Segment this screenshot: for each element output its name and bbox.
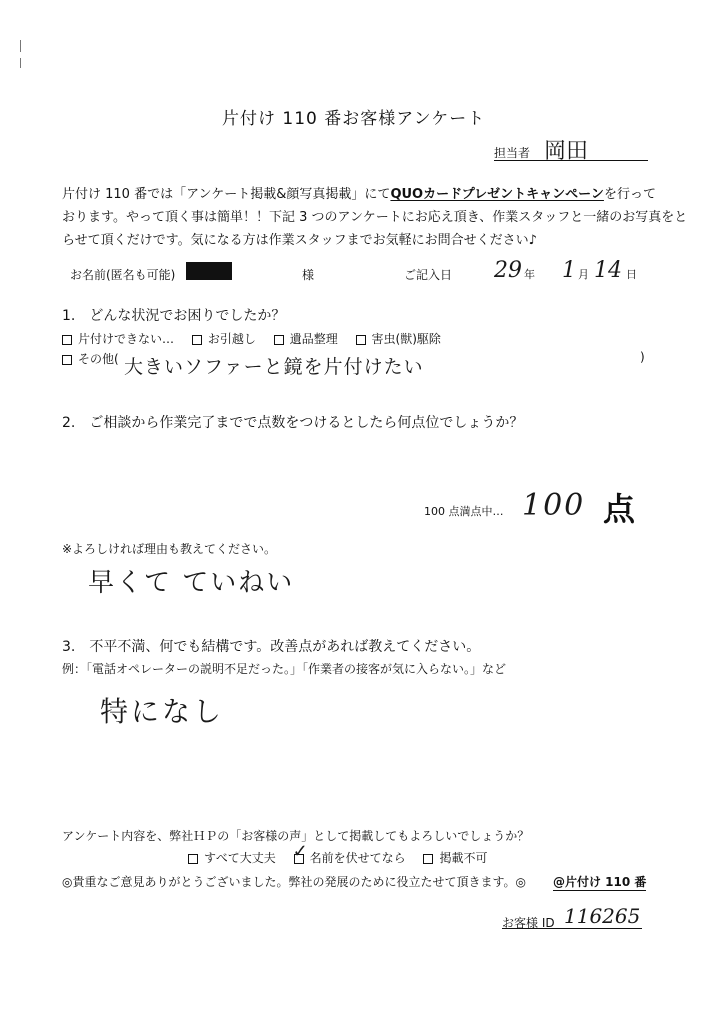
q3-number: 3.	[62, 639, 76, 655]
checkbox-icon[interactable]	[356, 335, 366, 345]
consent-option-decline[interactable]	[423, 851, 487, 865]
q1-option-tidy[interactable]	[62, 332, 174, 346]
intro-line-3: らせて頂くだけです。気になる方は作業スタッフまでお気軽にお問合せください♪	[62, 233, 537, 248]
q1-option-label: 害虫(獣)駆除	[371, 332, 441, 346]
consent-option-anonymous[interactable]	[292, 841, 406, 865]
q1-option-pest[interactable]	[356, 332, 441, 346]
q3-question: 不平不満、何でも結構です。改善点があれば教えてください。	[89, 639, 481, 655]
checkbox-icon[interactable]	[274, 335, 284, 345]
consent-question: アンケート内容を、弊社ＨＰの「お客様の声」として掲載してもよろしいでしょうか？	[62, 829, 530, 843]
honorific: 様	[302, 268, 315, 282]
q1-option-label: 片付けできない…	[78, 332, 175, 346]
q2-question: ご相談から作業完了までで点数をつけるとしたら何点位でしょうか？	[89, 415, 524, 431]
intro-text-1a: 片付け 110 番では「アンケート掲載&顔写真掲載」にて	[62, 187, 391, 202]
q1-other-answer: 大きいソファーと鏡を片付けたい	[124, 356, 424, 378]
reason-prompt: ※よろしければ理由も教えてください。	[62, 542, 277, 556]
date-year-unit: 年	[524, 268, 535, 281]
score-value: 100	[522, 488, 586, 523]
staff-name: 岡田	[544, 139, 589, 164]
name-label: お名前(匿名も可能)	[70, 268, 176, 282]
thanks-text: ◎貴重なご意見ありがとうございました。弊社の発展のために役立たせて頂きます。◎	[62, 875, 526, 889]
score-label: 100 点満点中…	[424, 505, 504, 518]
date-month-unit: 月	[578, 268, 589, 281]
checkbox-icon[interactable]	[192, 335, 202, 345]
q2-number: 2.	[62, 415, 76, 431]
q1-option-label: お引越し	[207, 332, 256, 346]
page-title: 片付け 110 番お客様アンケート	[222, 109, 486, 129]
q1-heading	[62, 305, 285, 325]
brand-signature: @片付け 110 番	[553, 875, 647, 889]
consent-option-label: 掲載不可	[439, 851, 488, 865]
q1-other-close: )	[640, 350, 645, 364]
binder-mark-top	[20, 40, 21, 52]
q1-question: どんな状況でお困りでしたか？	[89, 308, 286, 324]
intro-line-2: おります。やって頂く事は簡単！！下記 3 つのアンケートにお応え頂き、作業スタッフと一緒のお写真をと	[62, 210, 688, 225]
staff-field	[494, 138, 648, 164]
q3-heading	[62, 636, 480, 656]
consent-option-label: すべて大丈夫	[204, 851, 276, 865]
redaction-box	[186, 262, 232, 280]
intro-line-1	[62, 183, 656, 202]
date-label: ご記入日	[404, 268, 453, 282]
checkbox-icon[interactable]	[62, 355, 72, 365]
date-month: 1	[562, 258, 576, 283]
q1-option-moving[interactable]	[192, 332, 256, 346]
q3-example: 例：「電話オペレーターの説明不足だった。」「作業者の接客が気に入らない。」など	[62, 662, 507, 676]
consent-option-label: 名前を伏せてなら	[309, 851, 406, 865]
checkbox-icon[interactable]	[188, 854, 198, 864]
checkbox-icon[interactable]	[62, 335, 72, 345]
check-mark-icon: ✓	[292, 841, 308, 862]
customer-id-field	[502, 906, 642, 929]
customer-id-value: 116265	[564, 904, 641, 928]
date-year: 29	[494, 258, 522, 283]
q1-option-estate[interactable]	[274, 332, 338, 346]
consent-option-all[interactable]	[188, 851, 276, 865]
q1-options-row	[62, 330, 441, 347]
date-day: 14	[594, 258, 622, 283]
q2-heading	[62, 412, 523, 432]
q1-option-label: 遺品整理	[289, 332, 338, 346]
date-day-unit: 日	[626, 268, 637, 281]
q1-other-row[interactable]	[62, 350, 119, 367]
q3-answer: 特になし	[100, 695, 225, 728]
campaign-highlight: QUOカードプレゼントキャンペーン	[390, 187, 604, 202]
binder-mark-bottom	[20, 58, 21, 68]
checkbox-icon[interactable]	[423, 854, 433, 864]
q1-number: 1.	[62, 308, 76, 324]
score-unit: 点	[603, 490, 636, 528]
q1-other-label: その他(	[78, 352, 119, 366]
consent-options	[188, 841, 488, 866]
staff-label: 担当者	[494, 146, 531, 160]
customer-id-label: お客様 ID	[502, 916, 555, 930]
intro-text-1b: を行って	[603, 187, 656, 202]
reason-answer: 早くて ていねい	[88, 568, 295, 598]
